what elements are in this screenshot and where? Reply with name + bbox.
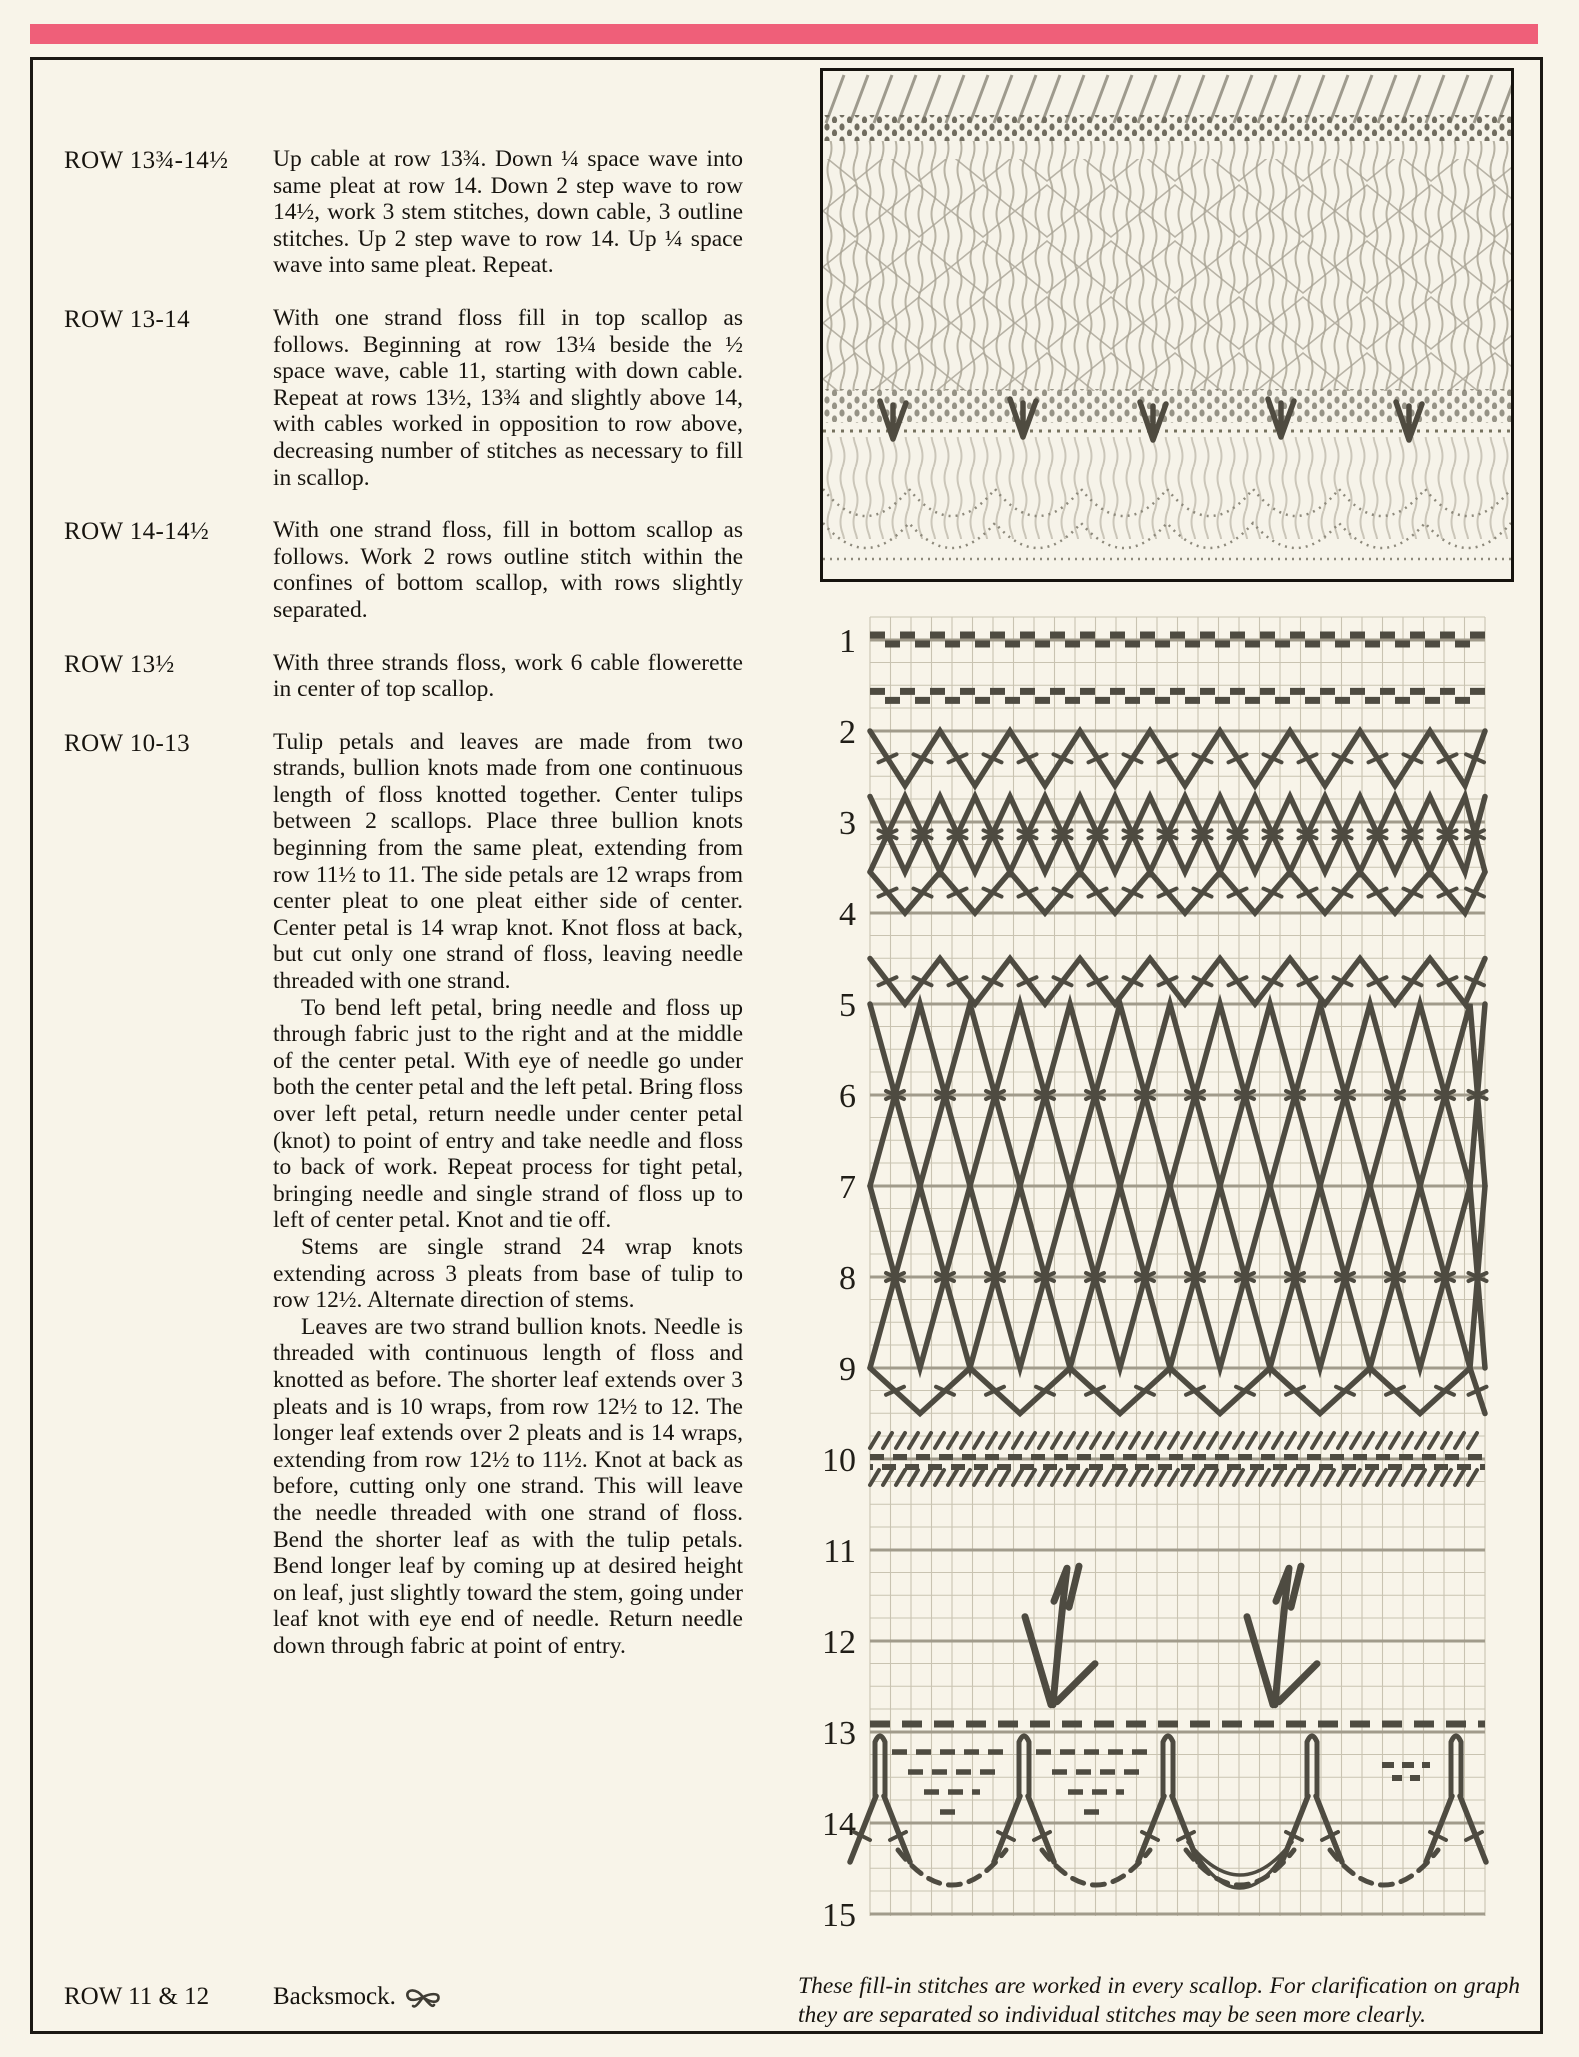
- graph-row-label: 2: [839, 714, 856, 751]
- bow-ornament-icon: [404, 1983, 442, 2011]
- stitch-graph: [820, 600, 1490, 1940]
- row-label: ROW 14-14½: [64, 518, 210, 546]
- row-body: [273, 650, 743, 703]
- row-section: [64, 1983, 764, 2011]
- row-section: [64, 650, 764, 703]
- page-accent-bar: [30, 24, 1538, 44]
- row-paragraph: Backsmock.: [273, 1983, 396, 2010]
- row-paragraph: With one strand floss fill in top scallop as follows. Beginning at row 13¼ beside the ½ space wave, cable 11, starting with down cable. Repeat at rows 13½, 13¾ and slightly above 14, with cables worked in opposition to row above, decreasing number of stitches as necessary to fill in scallop.: [273, 304, 743, 491]
- graph-row-label: 5: [839, 987, 856, 1024]
- row-label: ROW 13½: [64, 650, 175, 678]
- graph-row-label: 1: [839, 623, 856, 660]
- instructions-column: [64, 146, 764, 1685]
- row-paragraph: Tulip petals and leaves are made from two strands, bullion knots made from one continuous length of floss knotted together. Center tulips between 2 scallops. Place three bullion knots beginning from the same pleat, extending from row 11½ to 11. The side petals are 12 wraps from center pleat to one pleat either side of center. Center petal is 14 wrap knot. Knot floss at back, but cut only one strand of floss, leaving needle threaded with one strand.: [273, 728, 743, 995]
- figure-caption: These fill-in stitches are worked in every scallop. For clarification on graph they are separated so individual stitches may be seen more clearly.: [798, 1972, 1520, 2028]
- smocking-photo: [823, 71, 1511, 579]
- smocking-photo-frame: [820, 68, 1514, 582]
- graph-row-label: 11: [823, 1533, 856, 1570]
- row-paragraph: With three strands floss, work 6 cable flowerette in center of top scallop.: [273, 649, 743, 703]
- graph-row-label: 7: [839, 1169, 856, 1206]
- row-body: [273, 729, 743, 1660]
- graph-row-label: 8: [839, 1260, 856, 1297]
- row-paragraph: To bend left petal, bring needle and floss up through fabric just to the right and at the middle of the center petal. With eye of needle go under both the center petal and the left petal. Bring floss over left petal, return needle under center petal (knot) to point of entry and take needle and floss to back of work. Repeat process for tight petal, bringing needle and single strand of floss up to left of center petal. Knot and tie off.: [273, 994, 743, 1234]
- stitch-graph-svg: [820, 600, 1490, 1940]
- row-body: [273, 305, 743, 491]
- graph-row-label: 6: [839, 1078, 856, 1115]
- graph-row-label: 12: [822, 1624, 856, 1661]
- row-label: ROW 13-14: [64, 305, 191, 333]
- row-body: [273, 146, 743, 279]
- row-body: [273, 1983, 764, 2011]
- graph-row-label: 14: [822, 1806, 856, 1843]
- graph-row-label: 10: [822, 1442, 856, 1479]
- graph-row-label: 4: [839, 896, 856, 933]
- graph-row-label: 13: [822, 1715, 856, 1752]
- row-section: [64, 729, 764, 1660]
- graph-row-label: 3: [839, 805, 856, 842]
- row-body: [273, 517, 743, 623]
- row-section: [64, 305, 764, 491]
- graph-row-label: 9: [839, 1351, 856, 1388]
- row-label: ROW 13¾-14½: [64, 147, 229, 174]
- row-paragraph: With one strand floss, fill in bottom scallop as follows. Work 2 rows outline stitch within the confines of bottom scallop, with rows slightly separated.: [273, 517, 743, 623]
- row-label: ROW 10-13: [64, 729, 191, 757]
- row-paragraph: Up cable at row 13¾. Down ¼ space wave into same pleat at row 14. Down 2 step wave to row 14½, work 3 stem stitches, down cable, 3 outline stitches. Up 2 step wave to row 14. Up ¼ space wave into same pleat. Repeat.: [273, 146, 743, 279]
- row-label: ROW 11 & 12: [64, 1983, 210, 2010]
- graph-row-label: 15: [822, 1897, 856, 1934]
- row-paragraph: Stems are single strand 24 wrap knots extending across 3 pleats from base of tulip to row 12½. Alternate direction of stems.: [273, 1233, 743, 1314]
- row-paragraph: Leaves are two strand bullion knots. Needle is threaded with continuous length of floss and knotted as before. The shorter leaf extends over 3 pleats and is 10 wraps, from row 12½ to 12. The longer leaf extends over 2 pleats and is 14 wraps, extending from row 12½ to 11½. Knot at back as before, cutting only one strand. This will leave the needle threaded with one strand of floss. Bend the shorter leaf as with the tulip petals. Bend longer leaf by coming up at desired height on leaf, just slightly toward the stem, going under leaf knot with eye end of needle. Return needle down through fabric at point of entry.: [273, 1313, 743, 1659]
- row-section: [64, 146, 764, 279]
- row-section: [64, 517, 764, 623]
